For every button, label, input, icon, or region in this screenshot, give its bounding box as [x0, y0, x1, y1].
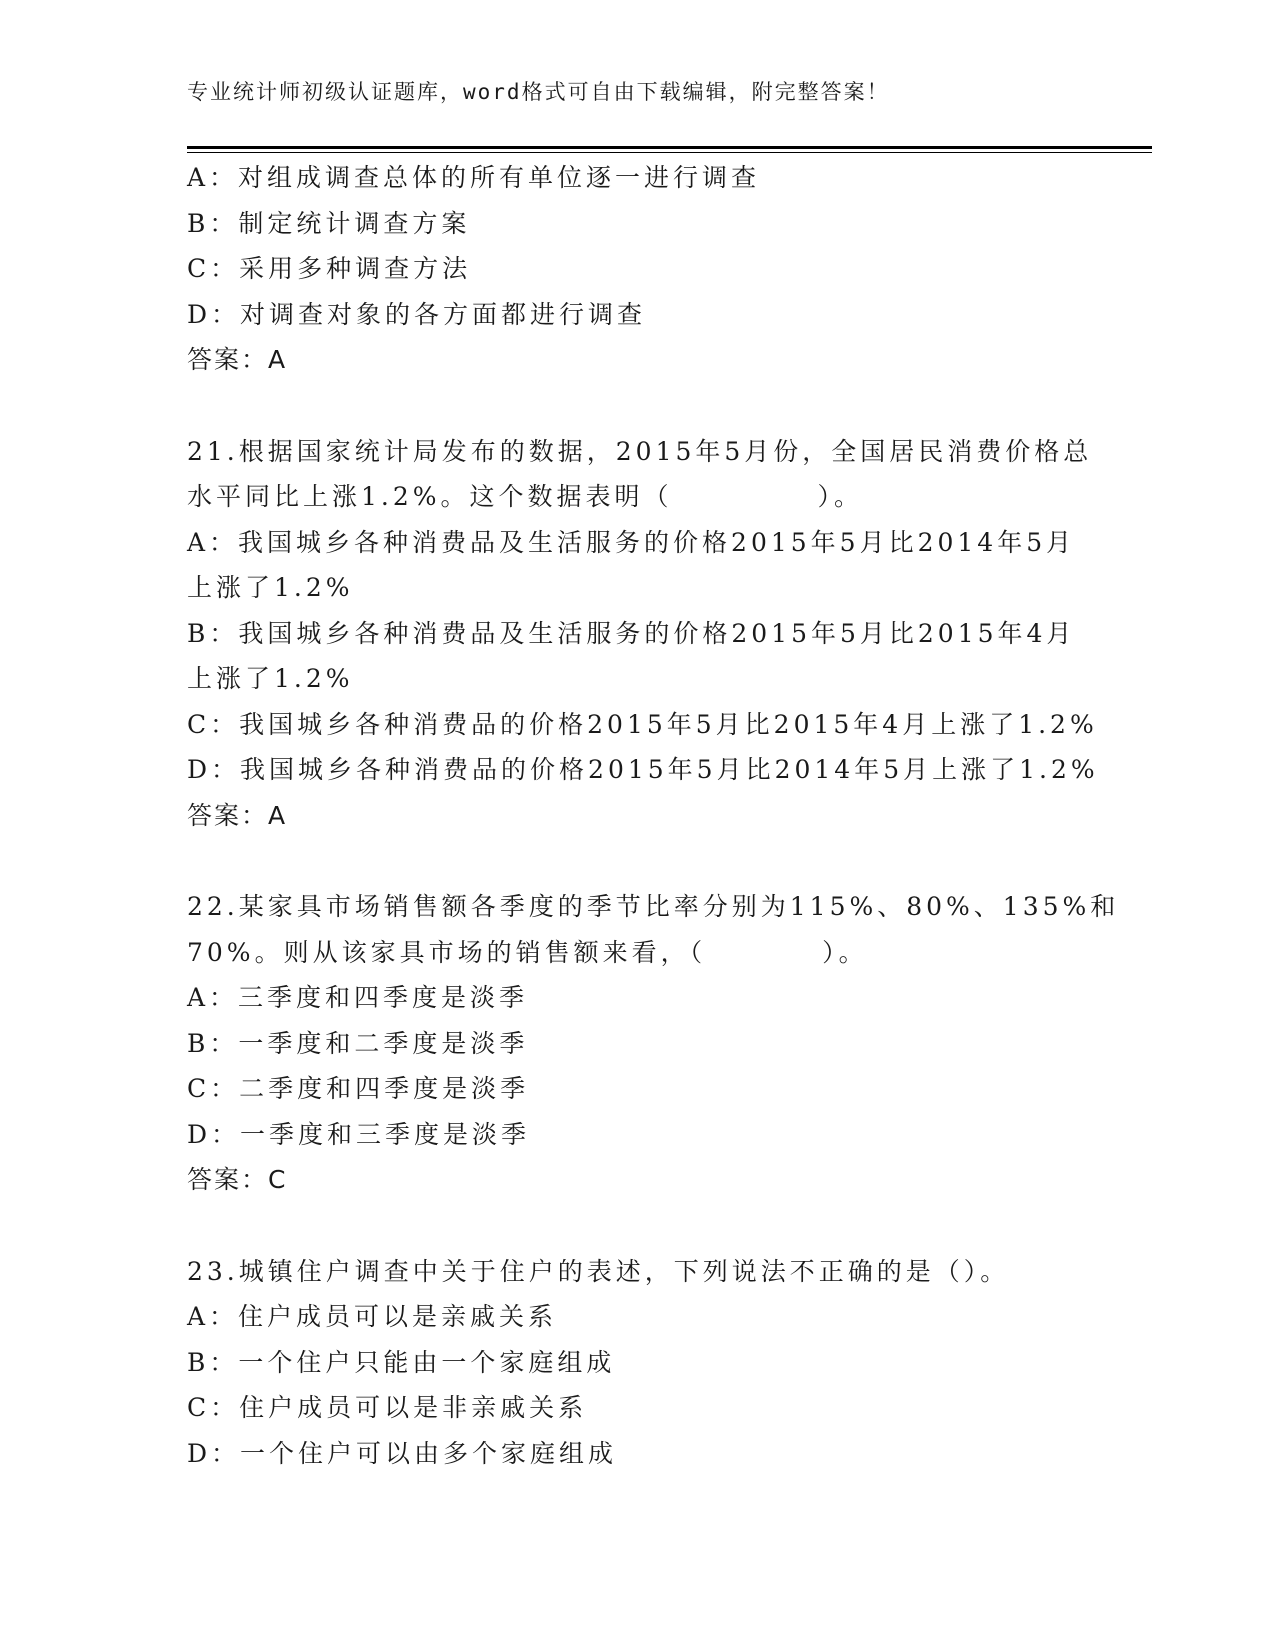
header-rule-thin: [187, 152, 1152, 153]
spacer: [187, 383, 1087, 429]
answer: 答案：C: [187, 1165, 288, 1194]
question-stem: 22.某家具市场销售额各季度的季节比率分别为115%、80%、135%和: [187, 892, 1120, 921]
prev-question: [187, 155, 1087, 383]
question-23: [187, 1249, 1087, 1477]
answer: 答案：A: [187, 345, 288, 374]
option-a-cont: 上涨了1.2%: [187, 573, 354, 602]
option-c: C：我国城乡各种消费品的价格2015年5月比2015年4月上涨了1.2%: [187, 709, 1098, 739]
option-b: B：一季度和二季度是淡季: [187, 1028, 529, 1058]
question-stem: 水平同比上涨1.2%。这个数据表明（ ）。: [187, 482, 864, 511]
option-c: C：住户成员可以是非亲戚关系: [187, 1393, 588, 1422]
option-d: D：一个住户可以由多个家庭组成: [187, 1438, 618, 1468]
option-a: A：住户成员可以是亲戚关系: [187, 1302, 558, 1331]
question-stem: 23.城镇住户调查中关于住户的表述，下列说法不正确的是（）。: [187, 1256, 1010, 1286]
option-a: A：我国城乡各种消费品及生活服务的价格2015年5月比2014年5月: [187, 527, 1076, 557]
spacer: [187, 1203, 1087, 1249]
header-rule-thick: [187, 146, 1152, 149]
option-d: D：我国城乡各种消费品的价格2015年5月比2014年5月上涨了1.2%: [187, 755, 1099, 784]
option-b: B：制定统计调查方案: [187, 208, 471, 238]
option-d: D：对调查对象的各方面都进行调查: [187, 299, 647, 329]
option-b: B：我国城乡各种消费品及生活服务的价格2015年5月比2015年4月: [187, 618, 1076, 648]
question-22: [187, 884, 1120, 1203]
question-21: [187, 429, 1099, 839]
option-c: C：二季度和四季度是淡季: [187, 1074, 530, 1103]
question-stem: 21.根据国家统计局发布的数据，2015年5月份，全国居民消费价格总: [187, 436, 1093, 466]
option-b-cont: 上涨了1.2%: [187, 664, 354, 693]
spacer: [187, 838, 1087, 884]
question-content: [187, 155, 1120, 1476]
option-a: A：三季度和四季度是淡季: [187, 983, 529, 1012]
question-stem: 70%。则从该家具市场的销售额来看，（ ）。: [187, 937, 868, 967]
option-d: D：一季度和三季度是淡季: [187, 1119, 531, 1149]
option-b: B：一个住户只能由一个家庭组成: [187, 1347, 616, 1377]
option-a: A：对组成调查总体的所有单位逐一进行调查: [187, 163, 761, 192]
answer: 答案：A: [187, 800, 288, 830]
page-header: 专业统计师初级认证题库，word格式可自由下载编辑，附完整答案！: [187, 80, 890, 104]
option-c: C：采用多种调查方法: [187, 254, 472, 283]
